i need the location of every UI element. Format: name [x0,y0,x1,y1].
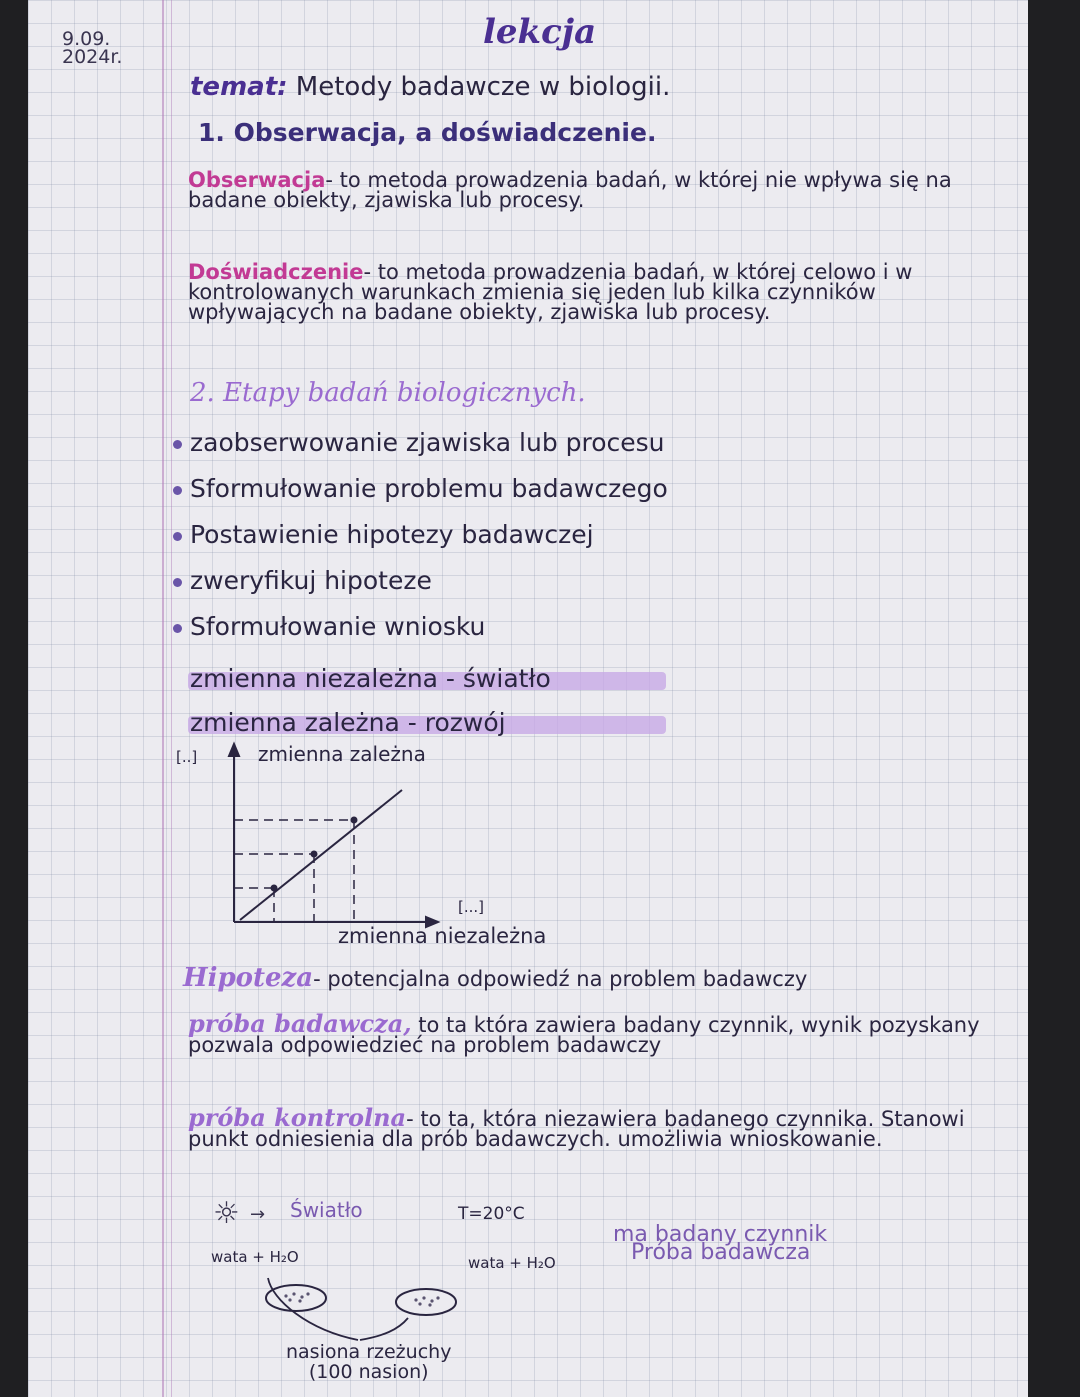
steps-list [173,425,668,655]
lesson-title: lekcja [483,12,597,52]
hipoteza-text: - potencjalna odpowiedź na problem badawczy [313,967,808,991]
y-axis-arrow [229,744,239,756]
bullet-icon [173,578,182,587]
hipoteza-term: Hipoteza [183,963,314,993]
list-item: Sformułowanie wniosku [173,609,668,655]
chart-x-label: zmienna niezależna [338,924,547,948]
list-item: zaobserwowanie zjawiska lub procesu [173,425,668,471]
dependent-variable: zmienna zależna - rozwój [190,708,506,737]
petri-dish-left [266,1285,326,1311]
trend-line [240,790,402,920]
pointer-right [360,1318,408,1340]
sun-icon: ☼ [213,1196,240,1231]
chart-x-unit: [...] [458,898,485,916]
proba-badawcza-term: próba badawcza, [188,1009,412,1038]
dish-right-label: wata + H₂O [468,1254,556,1272]
notebook-page [28,0,1028,1397]
lesson-topic [190,72,670,102]
note-line-2: Próba badawcza [631,1240,811,1265]
note-line-1: ma badany czynnik [613,1222,828,1247]
temperature-label: T=20°C [458,1204,525,1224]
chart-y-label: zmienna zależna [258,742,426,766]
seeds-line-2: (100 nasion) [308,1361,429,1383]
data-point [271,885,278,892]
seeds-line-1: nasiona rzeżuchy [286,1341,452,1363]
independent-variable: zmienna niezależna - światło [190,664,551,693]
research-sample-note [613,1222,828,1265]
section2-heading: 2. Etapy badań biologicznych. [190,378,586,408]
arrow-icon: → [250,1204,266,1225]
petri-dishes-sketch [248,1270,498,1350]
proba-badawcza-definition [188,1009,988,1057]
proba-kontrolna-definition [188,1103,1018,1151]
chart-y-unit: [..] [176,748,198,766]
proba-kontrolna-term: próba kontrolna [188,1103,407,1132]
data-point [311,851,318,858]
bullet-icon [173,624,182,633]
bullet-icon [173,532,182,541]
list-item: zweryfikuj hipoteze [173,563,668,609]
bullet-icon [173,486,182,495]
hipoteza-definition [183,963,1028,993]
obserwacja-definition [188,170,1028,210]
doswiadczenie-term: Doświadczenie [188,260,364,284]
list-item: Sformułowanie problemu badawczego [173,471,668,517]
dish-left-label: wata + H₂O [211,1248,299,1266]
section1-heading: 1. Obserwacja, a doświadczenie. [198,118,657,147]
bullet-icon [173,440,182,449]
margin-line-inner [171,0,172,1397]
list-item: Postawienie hipotezy badawczej [173,517,668,563]
doswiadczenie-text: - to metoda prowadzenia badań, w której celowo i w kontrolowanych warunkach zmienia się jeden lub kilka czynników wpływających na badane obiekty, zjawiska lub procesy. [188,260,913,324]
data-point [351,817,358,824]
petri-dish-right [396,1289,456,1315]
proba-badawcza-text: to ta która zawiera badany czynnik, wynik pozyskany pozwala odpowiedzieć na problem badawczy [188,1013,980,1057]
doswiadczenie-definition [188,262,1028,322]
lesson-date: 9.09. 2024r. [62,28,123,68]
obserwacja-text: - to metoda prowadzenia badań, w której nie wpływa się na badane obiekty, zjawiska lub procesy. [188,168,952,212]
seeds-label [286,1342,451,1382]
topic-text: Metody badawcze w biologii. [287,72,671,102]
margin-line [162,0,164,1397]
light-label: Światło [290,1198,363,1222]
dependency-chart [208,740,468,935]
topic-label: temat: [190,72,288,102]
obserwacja-term: Obserwacja [188,168,326,192]
proba-kontrolna-text: - to ta, która niezawiera badanego czynnika. Stanowi punkt odniesienia dla prób badawczych. umożliwia wnioskowanie. [188,1107,965,1151]
